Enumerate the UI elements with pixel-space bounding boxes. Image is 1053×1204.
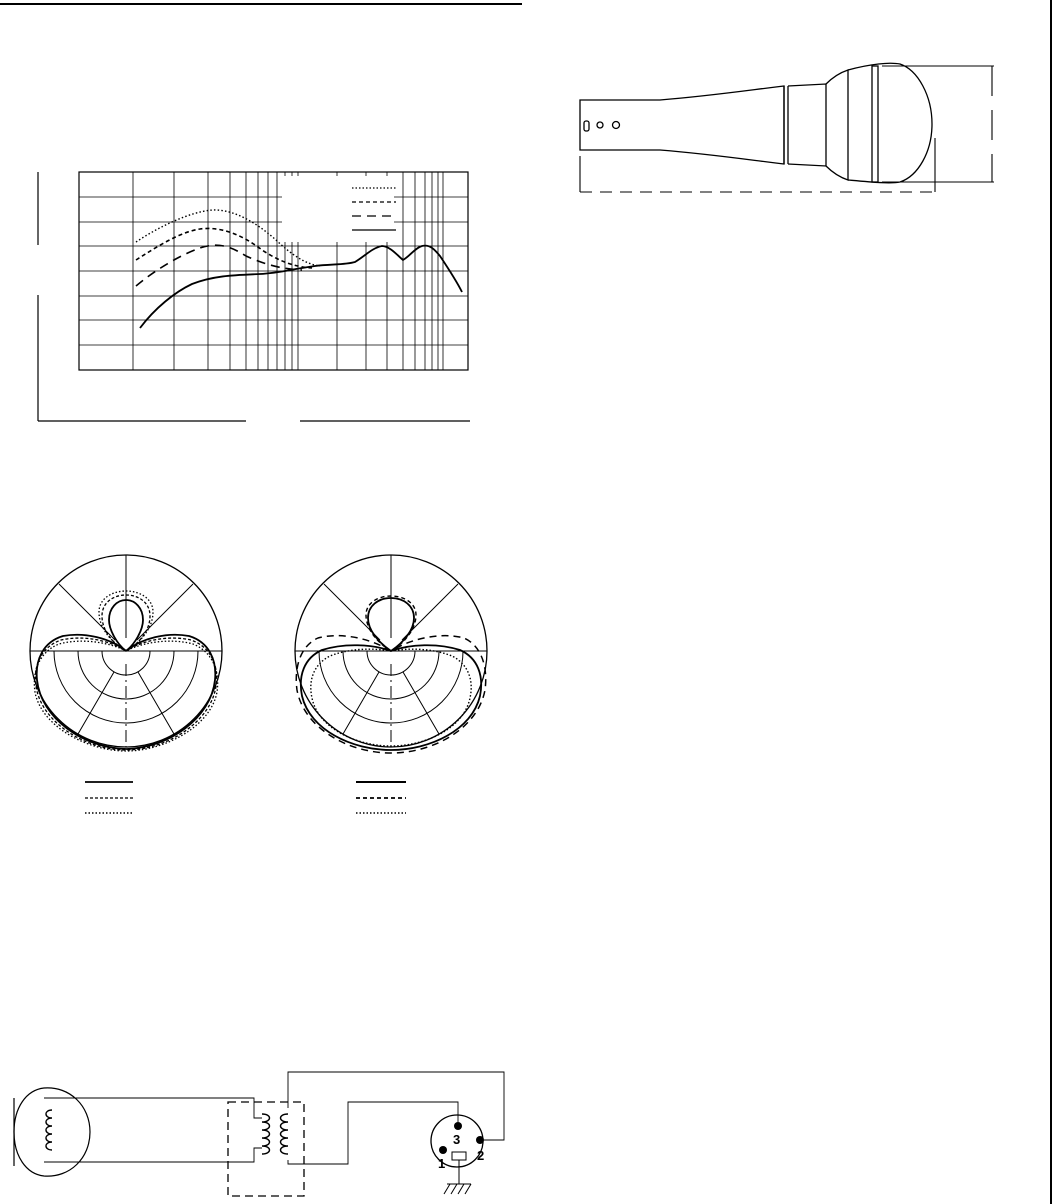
output-leads: [288, 1072, 504, 1164]
pin-2-label: 2: [477, 1148, 485, 1163]
microphone-dimension-drawing: [570, 58, 1000, 203]
frequency-response-chart: [30, 160, 480, 430]
microphone-screw: [613, 122, 620, 129]
transformer-shield: [228, 1102, 304, 1196]
microphone-screw: [597, 122, 603, 128]
polar-legend-left: [85, 782, 133, 813]
page-vertical-rule: [1050, 0, 1052, 1204]
polar-pattern-left: [25, 548, 245, 828]
xlr-pin-3: [454, 1122, 462, 1130]
pin-1-label: 1: [438, 1156, 446, 1171]
cartridge-leads: [44, 1098, 262, 1162]
microphone-switch: [584, 121, 589, 131]
top-rule: [0, 3, 522, 5]
polar-pattern-right: [290, 548, 510, 828]
polar-legend-right: [356, 782, 406, 813]
wiring-diagram: [10, 1068, 520, 1204]
microphone-neck: [788, 84, 826, 166]
ground-lug: [452, 1152, 466, 1160]
microphone-handle: [580, 86, 784, 164]
chart-gridlines: [79, 172, 468, 370]
xlr-pin-2: [476, 1136, 484, 1144]
response-curve-solid: [140, 246, 462, 328]
microphone-collar: [826, 70, 848, 180]
microphone-grille: [848, 63, 932, 183]
grille-ring: [872, 66, 878, 182]
cartridge-coil: [46, 1110, 52, 1150]
chart-axis-brackets: [38, 172, 470, 421]
pin-3-label: 3: [453, 1132, 461, 1147]
cartridge-outline: [14, 1088, 90, 1176]
chart-legend-box: [282, 176, 394, 242]
xlr-pin-1: [439, 1146, 447, 1154]
transformer-coils: [262, 1114, 288, 1154]
